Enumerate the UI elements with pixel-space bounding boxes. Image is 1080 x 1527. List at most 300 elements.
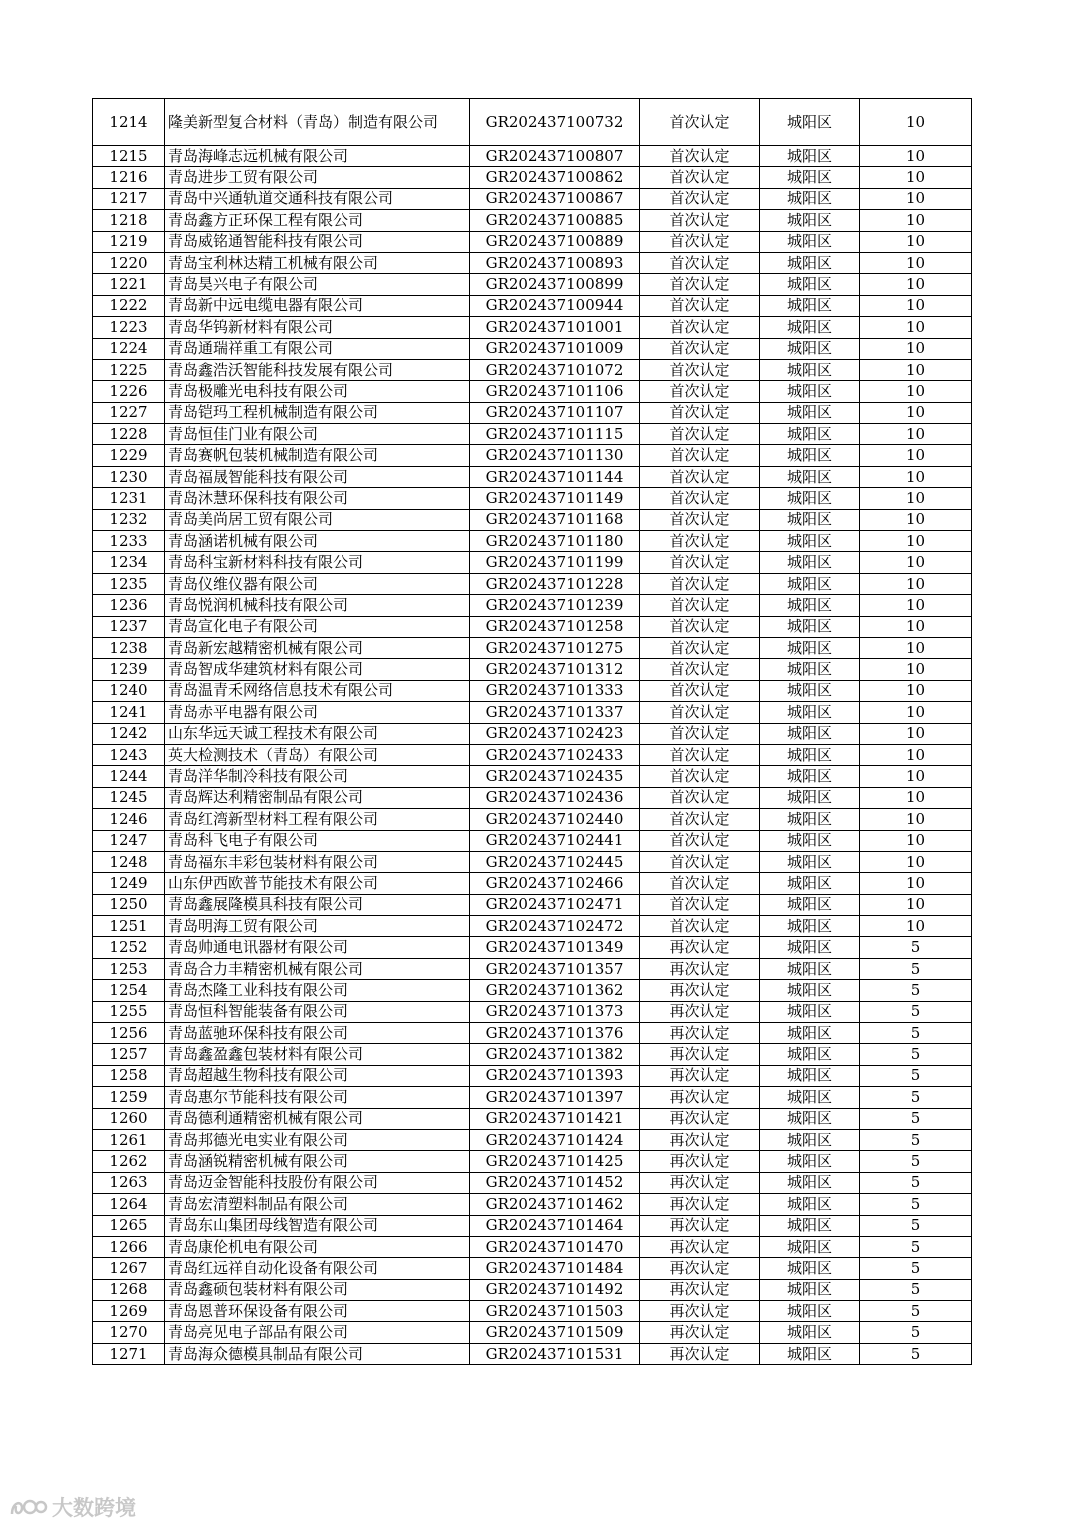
company-list-table — [92, 98, 972, 1365]
certification-type-cell: 首次认定 — [640, 466, 760, 487]
table-row — [93, 851, 972, 872]
certification-type-cell: 首次认定 — [640, 188, 760, 209]
certificate-code-cell: GR202437101144 — [470, 466, 640, 487]
company-name-cell: 青岛悦润机械科技有限公司 — [165, 595, 470, 616]
district-cell: 城阳区 — [760, 851, 860, 872]
row-number-cell: 1231 — [93, 488, 165, 509]
table-row — [93, 1322, 972, 1343]
score-cell: 10 — [860, 509, 972, 530]
score-cell: 10 — [860, 381, 972, 402]
score-cell: 10 — [860, 188, 972, 209]
certification-type-cell: 首次认定 — [640, 916, 760, 937]
certificate-code-cell: GR202437101421 — [470, 1108, 640, 1129]
table-row — [93, 980, 972, 1001]
score-cell: 10 — [860, 744, 972, 765]
certificate-code-cell: GR202437102472 — [470, 916, 640, 937]
company-name-cell: 青岛帅通电讯器材有限公司 — [165, 937, 470, 958]
table-row — [93, 488, 972, 509]
certification-type-cell: 首次认定 — [640, 573, 760, 594]
table-row — [93, 595, 972, 616]
row-number-cell: 1253 — [93, 958, 165, 979]
score-cell: 10 — [860, 402, 972, 423]
company-name-cell: 青岛鑫浩沃智能科技发展有限公司 — [165, 359, 470, 380]
score-cell: 5 — [860, 1236, 972, 1257]
watermark — [8, 1492, 136, 1522]
company-name-cell: 青岛洋华制冷科技有限公司 — [165, 766, 470, 787]
company-name-cell: 青岛新宏越精密机械有限公司 — [165, 637, 470, 658]
table-row — [93, 937, 972, 958]
row-number-cell: 1265 — [93, 1215, 165, 1236]
certification-type-cell: 再次认定 — [640, 1129, 760, 1150]
certificate-code-cell: GR202437102441 — [470, 830, 640, 851]
certification-type-cell: 再次认定 — [640, 1001, 760, 1022]
district-cell: 城阳区 — [760, 1258, 860, 1279]
certificate-code-cell: GR202437101228 — [470, 573, 640, 594]
score-cell: 5 — [860, 1322, 972, 1343]
table-row — [93, 359, 972, 380]
score-cell: 10 — [860, 531, 972, 552]
table-row — [93, 402, 972, 423]
certification-type-cell: 再次认定 — [640, 980, 760, 1001]
certificate-code-cell: GR202437101462 — [470, 1194, 640, 1215]
certification-type-cell: 再次认定 — [640, 1215, 760, 1236]
certificate-code-cell: GR202437101424 — [470, 1129, 640, 1150]
district-cell: 城阳区 — [760, 1001, 860, 1022]
row-number-cell: 1234 — [93, 552, 165, 573]
row-number-cell: 1224 — [93, 338, 165, 359]
district-cell: 城阳区 — [760, 338, 860, 359]
certificate-code-cell: GR202437101312 — [470, 659, 640, 680]
certification-type-cell: 首次认定 — [640, 851, 760, 872]
company-name-cell: 青岛沐慧环保科技有限公司 — [165, 488, 470, 509]
certification-type-cell: 首次认定 — [640, 317, 760, 338]
score-cell: 5 — [860, 1343, 972, 1364]
row-number-cell: 1268 — [93, 1279, 165, 1300]
row-number-cell: 1245 — [93, 787, 165, 808]
certificate-code-cell: GR202437101009 — [470, 338, 640, 359]
district-cell: 城阳区 — [760, 252, 860, 273]
certificate-code-cell: GR202437101484 — [470, 1258, 640, 1279]
district-cell: 城阳区 — [760, 937, 860, 958]
certification-type-cell: 首次认定 — [640, 616, 760, 637]
company-name-cell: 青岛鑫硕包装材料有限公司 — [165, 1279, 470, 1300]
company-name-cell: 青岛涵锐精密机械有限公司 — [165, 1151, 470, 1172]
score-cell: 10 — [860, 146, 972, 167]
company-name-cell: 青岛福东丰彩包装材料有限公司 — [165, 851, 470, 872]
company-name-cell: 青岛鑫盈鑫包装材料有限公司 — [165, 1044, 470, 1065]
district-cell: 城阳区 — [760, 167, 860, 188]
certificate-code-cell: GR202437101149 — [470, 488, 640, 509]
score-cell: 5 — [860, 1065, 972, 1086]
row-number-cell: 1243 — [93, 744, 165, 765]
certification-type-cell: 首次认定 — [640, 680, 760, 701]
score-cell: 5 — [860, 1301, 972, 1322]
table-row — [93, 680, 972, 701]
score-cell: 10 — [860, 445, 972, 466]
row-number-cell: 1219 — [93, 231, 165, 252]
table-row — [93, 616, 972, 637]
row-number-cell: 1250 — [93, 894, 165, 915]
district-cell: 城阳区 — [760, 1044, 860, 1065]
district-cell: 城阳区 — [760, 445, 860, 466]
company-name-cell: 青岛明海工贸有限公司 — [165, 916, 470, 937]
score-cell: 5 — [860, 1108, 972, 1129]
certificate-code-cell: GR202437101258 — [470, 616, 640, 637]
certificate-code-cell: GR202437101470 — [470, 1236, 640, 1257]
district-cell: 城阳区 — [760, 616, 860, 637]
score-cell: 10 — [860, 851, 972, 872]
district-cell: 城阳区 — [760, 1151, 860, 1172]
company-name-cell: 青岛海众德模具制品有限公司 — [165, 1343, 470, 1364]
certificate-code-cell: GR202437101349 — [470, 937, 640, 958]
certificate-code-cell: GR202437101464 — [470, 1215, 640, 1236]
certification-type-cell: 再次认定 — [640, 1044, 760, 1065]
district-cell: 城阳区 — [760, 488, 860, 509]
score-cell: 10 — [860, 466, 972, 487]
certification-type-cell: 再次认定 — [640, 937, 760, 958]
row-number-cell: 1220 — [93, 252, 165, 273]
certificate-code-cell: GR202437101239 — [470, 595, 640, 616]
company-name-cell: 青岛康伦机电有限公司 — [165, 1236, 470, 1257]
district-cell: 城阳区 — [760, 1087, 860, 1108]
certificate-code-cell: GR202437102433 — [470, 744, 640, 765]
score-cell: 10 — [860, 702, 972, 723]
certificate-code-cell: GR202437101357 — [470, 958, 640, 979]
company-name-cell: 青岛超越生物科技有限公司 — [165, 1065, 470, 1086]
district-cell: 城阳区 — [760, 744, 860, 765]
score-cell: 5 — [860, 1001, 972, 1022]
district-cell: 城阳区 — [760, 787, 860, 808]
table-body — [93, 99, 972, 1365]
district-cell: 城阳区 — [760, 766, 860, 787]
company-name-cell: 青岛仪维仪器有限公司 — [165, 573, 470, 594]
score-cell: 5 — [860, 1279, 972, 1300]
certificate-code-cell: GR202437101503 — [470, 1301, 640, 1322]
table-row — [93, 744, 972, 765]
certificate-code-cell: GR202437100889 — [470, 231, 640, 252]
certification-type-cell: 再次认定 — [640, 1172, 760, 1193]
score-cell: 5 — [860, 1087, 972, 1108]
certificate-code-cell: GR202437101001 — [470, 317, 640, 338]
district-cell: 城阳区 — [760, 188, 860, 209]
company-name-cell: 青岛福晟智能科技有限公司 — [165, 466, 470, 487]
certificate-code-cell: GR202437100807 — [470, 146, 640, 167]
table-row — [93, 1108, 972, 1129]
certificate-code-cell: GR202437101072 — [470, 359, 640, 380]
certificate-code-cell: GR202437100885 — [470, 210, 640, 231]
certificate-code-cell: GR202437101509 — [470, 1322, 640, 1343]
district-cell: 城阳区 — [760, 659, 860, 680]
table-row — [93, 231, 972, 252]
row-number-cell: 1247 — [93, 830, 165, 851]
certificate-code-cell: GR202437100732 — [470, 99, 640, 146]
company-name-cell: 青岛科飞电子有限公司 — [165, 830, 470, 851]
certificate-code-cell: GR202437101180 — [470, 531, 640, 552]
district-cell: 城阳区 — [760, 637, 860, 658]
score-cell: 10 — [860, 99, 972, 146]
score-cell: 5 — [860, 1172, 972, 1193]
table-row — [93, 338, 972, 359]
certification-type-cell: 首次认定 — [640, 295, 760, 316]
score-cell: 10 — [860, 274, 972, 295]
certification-type-cell: 首次认定 — [640, 402, 760, 423]
certification-type-cell: 再次认定 — [640, 1151, 760, 1172]
table-row — [93, 466, 972, 487]
row-number-cell: 1235 — [93, 573, 165, 594]
row-number-cell: 1237 — [93, 616, 165, 637]
score-cell: 5 — [860, 980, 972, 1001]
table-row — [93, 295, 972, 316]
row-number-cell: 1264 — [93, 1194, 165, 1215]
district-cell: 城阳区 — [760, 916, 860, 937]
district-cell: 城阳区 — [760, 573, 860, 594]
certification-type-cell: 首次认定 — [640, 744, 760, 765]
row-number-cell: 1241 — [93, 702, 165, 723]
score-cell: 10 — [860, 595, 972, 616]
company-name-cell: 青岛恒科智能装备有限公司 — [165, 1001, 470, 1022]
certificate-code-cell: GR202437101362 — [470, 980, 640, 1001]
company-name-cell: 青岛东山集团母线智造有限公司 — [165, 1215, 470, 1236]
table-row — [93, 252, 972, 273]
certificate-code-cell: GR202437100862 — [470, 167, 640, 188]
row-number-cell: 1233 — [93, 531, 165, 552]
company-name-cell: 山东华远天诚工程技术有限公司 — [165, 723, 470, 744]
certification-type-cell: 首次认定 — [640, 338, 760, 359]
certificate-code-cell: GR202437101337 — [470, 702, 640, 723]
company-name-cell: 青岛赤平电器有限公司 — [165, 702, 470, 723]
company-name-cell: 青岛宝利林达精工机械有限公司 — [165, 252, 470, 273]
score-cell: 10 — [860, 231, 972, 252]
table-row — [93, 1065, 972, 1086]
district-cell: 城阳区 — [760, 466, 860, 487]
table-row — [93, 1236, 972, 1257]
table-row — [93, 381, 972, 402]
certificate-code-cell: GR202437100893 — [470, 252, 640, 273]
row-number-cell: 1266 — [93, 1236, 165, 1257]
table-row — [93, 274, 972, 295]
district-cell: 城阳区 — [760, 1215, 860, 1236]
certificate-code-cell: GR202437101199 — [470, 552, 640, 573]
certification-type-cell: 首次认定 — [640, 787, 760, 808]
company-name-cell: 青岛鑫展隆模具科技有限公司 — [165, 894, 470, 915]
company-name-cell: 青岛亮见电子部品有限公司 — [165, 1322, 470, 1343]
row-number-cell: 1216 — [93, 167, 165, 188]
score-cell: 5 — [860, 1215, 972, 1236]
district-cell: 城阳区 — [760, 1279, 860, 1300]
row-number-cell: 1254 — [93, 980, 165, 1001]
company-name-cell: 青岛铠玛工程机械制造有限公司 — [165, 402, 470, 423]
district-cell: 城阳区 — [760, 1172, 860, 1193]
district-cell: 城阳区 — [760, 424, 860, 445]
row-number-cell: 1229 — [93, 445, 165, 466]
row-number-cell: 1218 — [93, 210, 165, 231]
row-number-cell: 1215 — [93, 146, 165, 167]
table-row — [93, 787, 972, 808]
certificate-code-cell: GR202437101333 — [470, 680, 640, 701]
company-name-cell: 青岛科宝新材料科技有限公司 — [165, 552, 470, 573]
score-cell: 10 — [860, 830, 972, 851]
company-name-cell: 青岛赛帆包装机械制造有限公司 — [165, 445, 470, 466]
certificate-code-cell: GR202437101393 — [470, 1065, 640, 1086]
certificate-code-cell: GR202437101382 — [470, 1044, 640, 1065]
row-number-cell: 1249 — [93, 873, 165, 894]
row-number-cell: 1244 — [93, 766, 165, 787]
table-row — [93, 509, 972, 530]
row-number-cell: 1269 — [93, 1301, 165, 1322]
table-row — [93, 1215, 972, 1236]
certificate-code-cell: GR202437101168 — [470, 509, 640, 530]
certificate-code-cell: GR202437101376 — [470, 1023, 640, 1044]
certification-type-cell: 再次认定 — [640, 1236, 760, 1257]
table-row — [93, 99, 972, 146]
company-name-cell: 青岛辉达利精密制品有限公司 — [165, 787, 470, 808]
certificate-code-cell: GR202437101452 — [470, 1172, 640, 1193]
table-row — [93, 1087, 972, 1108]
certification-type-cell: 再次认定 — [640, 1087, 760, 1108]
certification-type-cell: 再次认定 — [640, 958, 760, 979]
table-row — [93, 317, 972, 338]
certification-type-cell: 再次认定 — [640, 1343, 760, 1364]
company-name-cell: 青岛智成华建筑材料有限公司 — [165, 659, 470, 680]
certification-type-cell: 首次认定 — [640, 252, 760, 273]
district-cell: 城阳区 — [760, 146, 860, 167]
table-row — [93, 659, 972, 680]
row-number-cell: 1225 — [93, 359, 165, 380]
certification-type-cell: 首次认定 — [640, 894, 760, 915]
score-cell: 10 — [860, 616, 972, 637]
score-cell: 10 — [860, 252, 972, 273]
score-cell: 10 — [860, 637, 972, 658]
district-cell: 城阳区 — [760, 958, 860, 979]
table-row — [93, 1343, 972, 1364]
company-name-cell: 青岛温青禾网络信息技术有限公司 — [165, 680, 470, 701]
district-cell: 城阳区 — [760, 1322, 860, 1343]
row-number-cell: 1232 — [93, 509, 165, 530]
certification-type-cell: 首次认定 — [640, 509, 760, 530]
company-name-cell: 青岛红湾新型材料工程有限公司 — [165, 809, 470, 830]
company-name-cell: 青岛杰隆工业科技有限公司 — [165, 980, 470, 1001]
score-cell: 10 — [860, 659, 972, 680]
district-cell: 城阳区 — [760, 317, 860, 338]
score-cell: 10 — [860, 894, 972, 915]
company-name-cell: 英大检测技术（青岛）有限公司 — [165, 744, 470, 765]
district-cell: 城阳区 — [760, 1108, 860, 1129]
certificate-code-cell: GR202437101531 — [470, 1343, 640, 1364]
district-cell: 城阳区 — [760, 295, 860, 316]
watermark-text: 大数跨境 — [52, 1496, 136, 1520]
table-row — [93, 766, 972, 787]
certification-type-cell: 首次认定 — [640, 381, 760, 402]
certificate-code-cell: GR202437102471 — [470, 894, 640, 915]
company-name-cell: 青岛海峰志远机械有限公司 — [165, 146, 470, 167]
certification-type-cell: 再次认定 — [640, 1258, 760, 1279]
district-cell: 城阳区 — [760, 1301, 860, 1322]
company-name-cell: 青岛迈金智能科技股份有限公司 — [165, 1172, 470, 1193]
row-number-cell: 1255 — [93, 1001, 165, 1022]
row-number-cell: 1227 — [93, 402, 165, 423]
score-cell: 10 — [860, 873, 972, 894]
row-number-cell: 1248 — [93, 851, 165, 872]
score-cell: 5 — [860, 1194, 972, 1215]
certificate-code-cell: GR202437101106 — [470, 381, 640, 402]
certification-type-cell: 再次认定 — [640, 1194, 760, 1215]
district-cell: 城阳区 — [760, 274, 860, 295]
company-name-cell: 隆美新型复合材料（青岛）制造有限公司 — [165, 99, 470, 146]
company-name-cell: 青岛德利通精密机械有限公司 — [165, 1108, 470, 1129]
row-number-cell: 1226 — [93, 381, 165, 402]
table-row — [93, 1301, 972, 1322]
certification-type-cell: 首次认定 — [640, 274, 760, 295]
certification-type-cell: 首次认定 — [640, 659, 760, 680]
certification-type-cell: 首次认定 — [640, 99, 760, 146]
row-number-cell: 1259 — [93, 1087, 165, 1108]
score-cell: 10 — [860, 723, 972, 744]
table-row — [93, 210, 972, 231]
company-name-cell: 青岛极雕光电科技有限公司 — [165, 381, 470, 402]
certification-type-cell: 首次认定 — [640, 445, 760, 466]
table-row — [93, 873, 972, 894]
certificate-code-cell: GR202437102440 — [470, 809, 640, 830]
company-name-cell: 青岛美尚居工贸有限公司 — [165, 509, 470, 530]
district-cell: 城阳区 — [760, 873, 860, 894]
company-name-cell: 青岛新中远电缆电器有限公司 — [165, 295, 470, 316]
district-cell: 城阳区 — [760, 210, 860, 231]
row-number-cell: 1262 — [93, 1151, 165, 1172]
score-cell: 10 — [860, 766, 972, 787]
company-name-cell: 青岛红远祥自动化设备有限公司 — [165, 1258, 470, 1279]
certificate-code-cell: GR202437101115 — [470, 424, 640, 445]
district-cell: 城阳区 — [760, 1023, 860, 1044]
certification-type-cell: 再次认定 — [640, 1108, 760, 1129]
certificate-code-cell: GR202437101107 — [470, 402, 640, 423]
score-cell: 10 — [860, 552, 972, 573]
score-cell: 5 — [860, 958, 972, 979]
score-cell: 10 — [860, 210, 972, 231]
table-row — [93, 531, 972, 552]
company-name-cell: 青岛宏清塑料制品有限公司 — [165, 1194, 470, 1215]
district-cell: 城阳区 — [760, 1343, 860, 1364]
company-name-cell: 青岛惠尔节能科技有限公司 — [165, 1087, 470, 1108]
row-number-cell: 1221 — [93, 274, 165, 295]
table-row — [93, 552, 972, 573]
certification-type-cell: 再次认定 — [640, 1065, 760, 1086]
district-cell: 城阳区 — [760, 552, 860, 573]
row-number-cell: 1223 — [93, 317, 165, 338]
row-number-cell: 1217 — [93, 188, 165, 209]
certificate-code-cell: GR202437101275 — [470, 637, 640, 658]
row-number-cell: 1252 — [93, 937, 165, 958]
score-cell: 10 — [860, 488, 972, 509]
district-cell: 城阳区 — [760, 1129, 860, 1150]
company-name-cell: 青岛合力丰精密机械有限公司 — [165, 958, 470, 979]
table-row — [93, 1172, 972, 1193]
row-number-cell: 1263 — [93, 1172, 165, 1193]
row-number-cell: 1270 — [93, 1322, 165, 1343]
score-cell: 10 — [860, 573, 972, 594]
company-name-cell: 青岛恒佳门业有限公司 — [165, 424, 470, 445]
score-cell: 5 — [860, 1023, 972, 1044]
table-row — [93, 146, 972, 167]
district-cell: 城阳区 — [760, 99, 860, 146]
district-cell: 城阳区 — [760, 359, 860, 380]
certification-type-cell: 首次认定 — [640, 595, 760, 616]
district-cell: 城阳区 — [760, 402, 860, 423]
certification-type-cell: 首次认定 — [640, 830, 760, 851]
district-cell: 城阳区 — [760, 809, 860, 830]
table-row — [93, 702, 972, 723]
district-cell: 城阳区 — [760, 531, 860, 552]
score-cell: 5 — [860, 937, 972, 958]
